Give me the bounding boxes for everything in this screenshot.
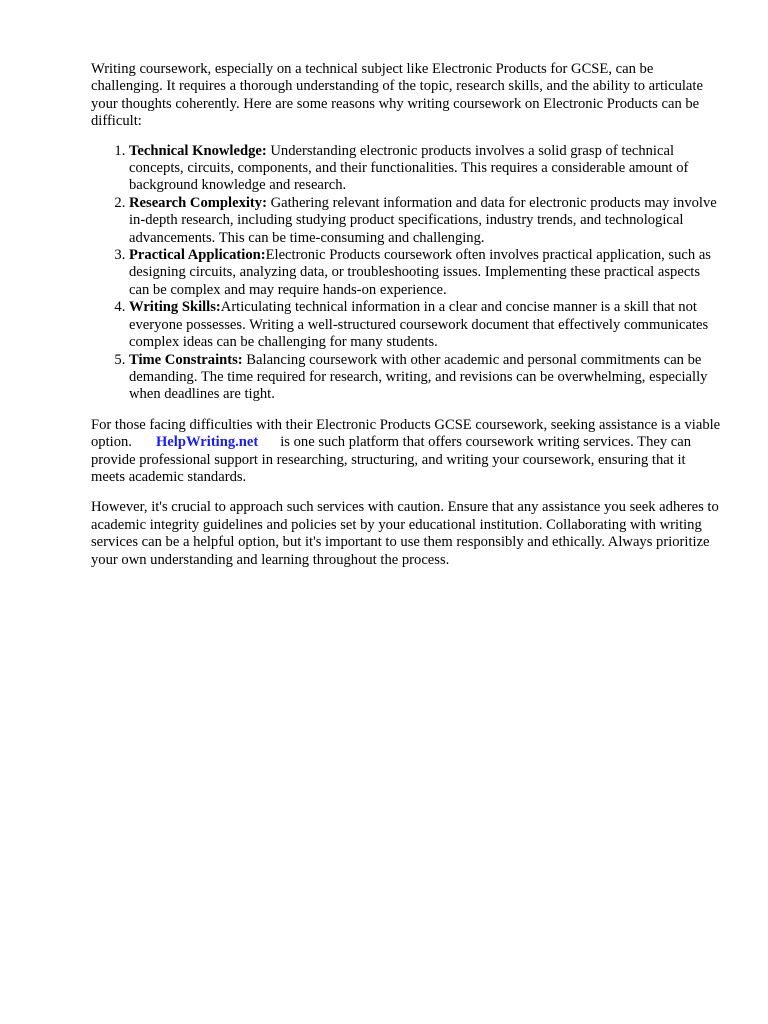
reason-text: Balancing coursework with other academic and personal commitments can be demanding. The time required for research, writing, and revisions can be overwhelming, especially when deadlines are tight. (129, 351, 708, 403)
helpwriting-link[interactable]: HelpWriting.net (155, 434, 259, 451)
list-item (129, 143, 717, 195)
reason-term: Writing Skills: (129, 299, 221, 316)
caution-paragraph: However, it's crucial to approach such services with caution. Ensure that any assistance you seek adheres to academic integrity guidelines and policies set by your educational institution. Collaborating with writing services can be a helpful option, but it's important to use them responsibly and ethically. Always prioritize your own understanding and learning throughout the process. (91, 499, 719, 568)
assistance-text-after: is one such platform that offers coursework writing services. They can provide professional support in researching, structuring, and writing your coursework, ensuring that it meets academic standards. (91, 434, 692, 485)
list-item (129, 352, 717, 404)
document-page (91, 61, 723, 569)
assistance-paragraph (91, 417, 723, 487)
reason-text: Understanding electronic products involves a solid grasp of technical concepts, circuits, components, and their functionalities. This requires a considerable amount of background knowledge and research. (129, 142, 689, 194)
assistance-text-before: For those facing difficulties with their Electronic Products GCSE coursework, seeking assistance is a viable option. (91, 416, 721, 451)
reason-term: Time Constraints: (129, 351, 243, 368)
intro-paragraph: Writing coursework, especially on a technical subject like Electronic Products for GCSE, can be challenging. It requires a thorough understanding of the topic, research skills, and the ability to articulate your thoughts coherently. Here are some reasons why writing coursework on Electronic Products can be difficult: (91, 61, 703, 130)
reason-term: Practical Application: (129, 247, 266, 264)
list-item (129, 247, 717, 299)
reason-term: Technical Knowledge: (129, 142, 267, 159)
list-item (129, 299, 717, 351)
reason-term: Research Complexity: (129, 194, 267, 211)
reason-text: Electronic Products coursework often involves practical application, such as designing circuits, analyzing data, or troubleshooting issues. Implementing these practical aspects can be complex and may require hands-on experience. (129, 247, 711, 298)
reason-text: Articulating technical information in a clear and concise manner is a skill that not everyone possesses. Writing a well-structured coursework document that effectively communicates complex ideas can be challenging for many students. (129, 299, 709, 351)
reason-text: Gathering relevant information and data for electronic products may involve in-depth research, including studying product specifications, industry trends, and technological advancements. This can be time-consuming and challenging. (129, 194, 717, 246)
reasons-list (91, 143, 717, 404)
list-item (129, 195, 717, 247)
